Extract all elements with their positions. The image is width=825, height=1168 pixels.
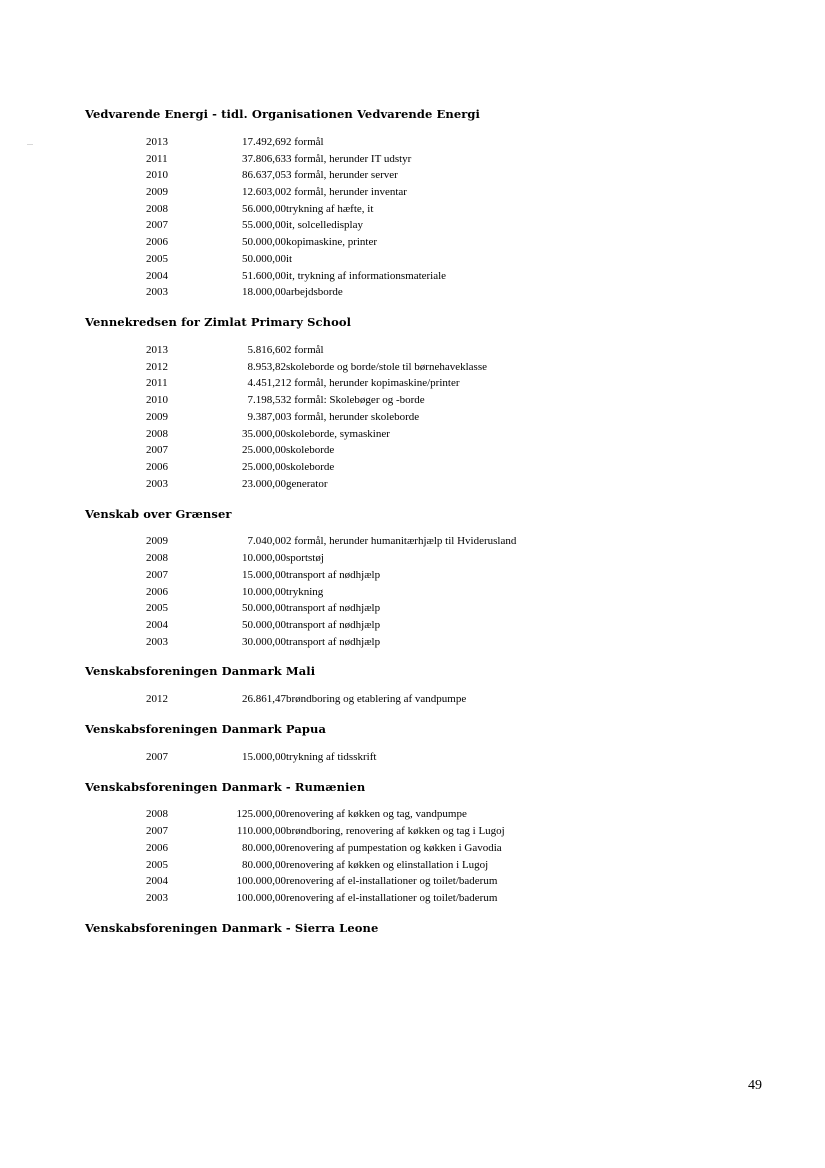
table-row (146, 203, 446, 220)
grant-year: 2010 (146, 169, 168, 182)
grant-amount: 4.451,21 (247, 377, 286, 390)
grant-year: 2013 (146, 343, 168, 356)
grant-purpose: 3 formål, herunder IT udstyr (286, 152, 412, 165)
table-row (146, 535, 516, 552)
table-row (146, 219, 446, 236)
grant-purpose: transport af nødhjælp (286, 568, 381, 581)
organisation-block (85, 665, 745, 710)
grant-purpose: renovering af el-installationer og toilet/baderum (286, 892, 498, 905)
grant-amount: 8.953,82 (247, 360, 286, 373)
grant-year: 2003 (146, 892, 168, 905)
grant-year: 2008 (146, 202, 168, 215)
table-row (146, 478, 487, 495)
grant-amount: 30.000,00 (242, 635, 286, 648)
grant-amount: 9.387,00 (247, 410, 286, 423)
table-row (146, 842, 505, 859)
organisation-title: Vedvarende Energi - tidl. Organisationen Vedvarende Energi (85, 107, 481, 121)
grant-year: 2008 (146, 552, 168, 565)
grant-purpose: transport af nødhjælp (286, 635, 381, 648)
organisation-block (85, 723, 745, 768)
grant-year: 2013 (146, 135, 168, 148)
table-row (146, 444, 487, 461)
grant-year: 2008 (146, 427, 168, 440)
grant-year: 2009 (146, 186, 168, 198)
grant-amount: 110.000,00 (236, 825, 286, 838)
grant-purpose: renovering af el-installationer og toilet/baderum (286, 875, 498, 888)
table-row (146, 892, 505, 909)
grant-purpose: it (286, 252, 293, 265)
grant-amount: 35.000,00 (242, 427, 286, 440)
table-row (146, 751, 376, 768)
grant-amount: 80.000,00 (242, 858, 286, 871)
organisation-block (85, 508, 745, 653)
grant-purpose: it, solcelledisplay (286, 219, 363, 232)
grant-purpose: 3 formål, herunder server (286, 169, 398, 182)
table-row (146, 411, 487, 428)
grant-purpose: it, trykning af informationsmateriale (286, 269, 447, 282)
grant-purpose: 3 formål, herunder skoleborde (286, 410, 420, 423)
grant-amount: 25.000,00 (242, 444, 286, 457)
grant-amount: 18.000,00 (242, 286, 286, 299)
grant-amount: 56.000,00 (242, 202, 286, 215)
table-row (146, 586, 516, 603)
grant-purpose: skoleborde og borde/stole til børnehaveklasse (286, 360, 488, 373)
grant-year: 2012 (146, 693, 168, 706)
grant-year: 2003 (146, 477, 168, 490)
grant-purpose: sportstøj (286, 552, 324, 565)
grant-amount: 100.000,00 (236, 892, 286, 905)
grant-purpose: renovering af køkken og elinstallation i Lugoj (286, 858, 489, 871)
grant-amount: 10.000,00 (242, 552, 286, 565)
grant-year: 2005 (146, 602, 168, 615)
grant-year: 2008 (146, 808, 168, 821)
table-row (146, 461, 487, 478)
table-row (146, 270, 446, 287)
grant-purpose: 2 formål (286, 135, 324, 148)
grant-amount: 55.000,00 (242, 219, 286, 232)
section-spacer (85, 495, 745, 508)
table-row (146, 859, 505, 876)
organisation-block (85, 781, 745, 909)
grant-amount: 37.806,63 (242, 152, 286, 165)
grant-purpose: skoleborde (286, 444, 335, 457)
grant-purpose: skoleborde (286, 461, 335, 474)
organisation-title: Venskabsforeningen Danmark Mali (85, 664, 316, 679)
grant-purpose: 2 formål: Skolebøger og -borde (286, 394, 425, 407)
grant-amount: 7.198,53 (247, 394, 286, 407)
grant-amount: 50.000,00 (242, 619, 286, 632)
grant-purpose: generator (286, 477, 328, 490)
organisation-title: Venskabsforeningen Danmark Papua (85, 722, 327, 737)
grant-year: 2007 (146, 568, 168, 581)
grant-amount: 100.000,00 (236, 875, 286, 888)
section-spacer (85, 768, 745, 781)
grant-amount: 10.000,00 (242, 585, 286, 598)
grant-year: 2009 (146, 535, 168, 548)
grant-purpose: 2 formål, herunder humanitærhjælp til Hviderusland (286, 535, 517, 548)
grants-table (146, 136, 446, 303)
grant-year: 2004 (146, 619, 168, 632)
grant-year: 2004 (146, 269, 168, 282)
grants-table (146, 344, 487, 495)
grant-year: 2006 (146, 461, 168, 474)
grant-amount: 12.603,00 (242, 186, 286, 198)
grant-year: 2011 (146, 152, 168, 165)
table-row (146, 169, 446, 186)
grant-amount: 25.000,00 (242, 461, 286, 474)
table-row (146, 569, 516, 586)
grant-year: 2006 (146, 236, 168, 249)
grant-amount: 5.816,60 (247, 343, 286, 356)
table-row (146, 693, 466, 710)
grant-purpose: renovering af pumpestation og køkken i Gavodia (286, 841, 502, 854)
organisation-block (85, 108, 745, 303)
grant-purpose: trykning af hæfte, it (286, 202, 374, 215)
grants-table (146, 751, 376, 768)
grant-purpose: transport af nødhjælp (286, 619, 381, 632)
grant-year: 2006 (146, 585, 168, 598)
grant-year: 2009 (146, 410, 168, 423)
grant-year: 2005 (146, 858, 168, 871)
grant-amount: 23.000,00 (242, 477, 286, 490)
grant-purpose: trykning (286, 585, 324, 598)
grant-purpose: arbejdsborde (286, 286, 343, 299)
table-row (146, 136, 446, 153)
table-row (146, 619, 516, 636)
table-row (146, 344, 487, 361)
grant-year: 2006 (146, 841, 168, 854)
grant-purpose: 2 formål (286, 343, 324, 356)
grant-year: 2007 (146, 444, 168, 457)
organisation-title: Venskab over Grænser (85, 506, 232, 521)
organisation-title: Venskabsforeningen Danmark - Sierra Leone (85, 920, 379, 935)
grant-amount: 26.861,47 (242, 693, 286, 706)
table-row (146, 808, 505, 825)
grant-purpose: brøndboring, renovering af køkken og tag i Lugoj (286, 825, 505, 838)
organisation-title: Vennekredsen for Zimlat Primary School (85, 315, 352, 330)
table-row (146, 153, 446, 170)
grant-year: 2007 (146, 219, 168, 232)
table-row (146, 428, 487, 445)
grants-table (146, 693, 466, 710)
grant-amount: 7.040,00 (247, 535, 286, 548)
grant-year: 2007 (146, 825, 168, 838)
grant-amount: 17.492,69 (242, 135, 286, 148)
grant-year: 2007 (146, 750, 168, 763)
table-row (146, 636, 516, 653)
table-row (146, 602, 516, 619)
table-row (146, 236, 446, 253)
grant-year: 2004 (146, 875, 168, 888)
grant-purpose: 2 formål, herunder kopimaskine/printer (286, 377, 460, 390)
grant-amount: 125.000,00 (236, 808, 286, 821)
section-spacer (85, 909, 745, 922)
grant-purpose: transport af nødhjælp (286, 602, 381, 615)
organisation-block (85, 922, 745, 936)
grant-year: 2010 (146, 394, 168, 407)
table-row (146, 361, 487, 378)
grant-purpose: skoleborde, symaskiner (286, 427, 390, 440)
grant-amount: 86.637,05 (242, 169, 286, 182)
grant-year: 2003 (146, 635, 168, 648)
organisation-title: Venskabsforeningen Danmark - Rumænien (85, 779, 366, 794)
table-row (146, 186, 446, 203)
table-row (146, 394, 487, 411)
table-row (146, 377, 487, 394)
grants-table (146, 535, 516, 652)
grant-year: 2012 (146, 360, 168, 373)
grant-purpose: brøndboring og etablering af vandpumpe (286, 693, 467, 706)
table-row (146, 552, 516, 569)
table-row (146, 253, 446, 270)
table-row (146, 825, 505, 842)
document-body (85, 108, 745, 950)
grant-year: 2005 (146, 252, 168, 265)
table-row (146, 286, 446, 303)
table-row (146, 875, 505, 892)
grant-amount: 50.000,00 (242, 236, 286, 249)
page-edge-mark (27, 144, 33, 145)
grant-purpose: 2 formål, herunder inventar (286, 186, 407, 198)
grant-purpose: renovering af køkken og tag, vandpumpe (286, 808, 467, 821)
grant-amount: 50.000,00 (242, 252, 286, 265)
grant-amount: 50.000,00 (242, 602, 286, 615)
grant-purpose: trykning af tidsskrift (286, 750, 377, 763)
grant-amount: 15.000,00 (242, 568, 286, 581)
grant-amount: 51.600,00 (242, 269, 286, 282)
grant-amount: 15.000,00 (242, 750, 286, 763)
grant-amount: 80.000,00 (242, 841, 286, 854)
grant-year: 2003 (146, 286, 168, 299)
organisation-block (85, 316, 745, 494)
page-number: 49 (748, 1078, 762, 1093)
grants-table (146, 808, 505, 908)
grant-purpose: kopimaskine, printer (286, 236, 378, 249)
grant-year: 2011 (146, 377, 168, 390)
